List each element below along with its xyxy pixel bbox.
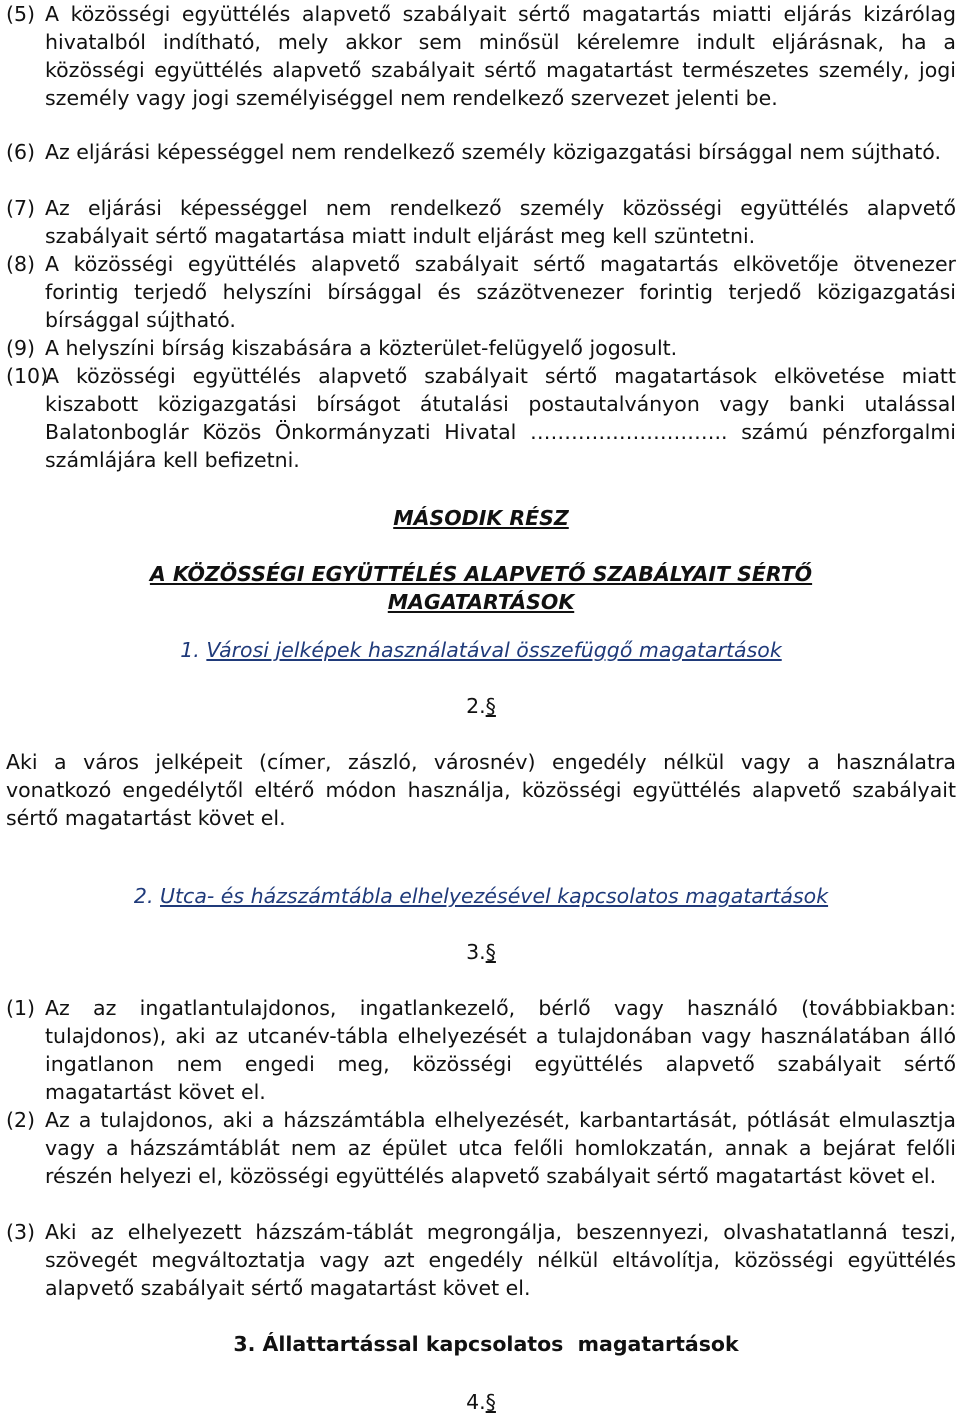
paragraph-5 — [6, 0, 956, 112]
paragraph-number: (6) — [6, 140, 36, 164]
paragraph-number: (9) — [6, 336, 36, 360]
paragraph-number: (8) — [6, 252, 36, 276]
part-heading: MÁSODIK RÉSZ — [393, 506, 569, 530]
paragraph-text: Az eljárási képességgel nem rendelkező személy közigazgatási bírsággal nem sújtható. — [45, 140, 942, 164]
part-title — [6, 560, 956, 616]
section-mark-4 — [6, 1388, 956, 1416]
paragraph-9 — [6, 334, 956, 362]
section-title: Utca- és házszámtábla elhelyezésével kapcsolatos magatartások — [160, 884, 829, 908]
paragraph-7 — [6, 194, 956, 250]
paragraph-text: A helyszíni bírság kiszabására a közterület-felügyelő jogosult. — [45, 336, 678, 360]
section-symbol: § — [485, 694, 496, 718]
part-title-line-1: A KÖZÖSSÉGI EGYÜTTÉLÉS ALAPVETŐ SZABÁLYAIT SÉRTŐ — [149, 562, 813, 586]
section-mark-2 — [6, 692, 956, 720]
section-symbol: § — [485, 940, 496, 964]
section-symbol: § — [485, 1390, 496, 1414]
paragraph-text: Az az ingatlantulajdonos, ingatlankezelő, bérlő vagy használó (továbbiakban: tulajdonos), aki az utcanév-tábla elhelyezését a tulajdonában vagy használatában álló ingatlanon nem engedi meg, közösségi együttélés alapvető szabályait sértő magatartást követ el. — [45, 996, 956, 1104]
section-number: 2. — [133, 884, 154, 908]
section-number: 1. — [180, 638, 200, 662]
paragraph-number: (1) — [6, 996, 36, 1020]
paragraph-text: A közösségi együttélés alapvető szabályait sértő magatartások elkövetése miatt kiszabott közigazgatási bírságot átutalási postautalványon vagy banki utalással Balatonboglár Közös Önkormányzati Hivatal ……………………….. számú pénzforgalmi számlájára kell befizetni. — [45, 364, 956, 472]
paragraph-text: Az a tulajdonos, aki a házszámtábla elhelyezését, karbantartását, pótlását elmulasztja vagy a házszámtáblát nem az épület utca felőli homlokzatán, annak a bejárat felőli részén helyezi el, közösségi együttélés alapvető szabályait sértő magatartást követ el. — [45, 1108, 956, 1188]
paragraph-6 — [6, 138, 956, 166]
section-1-heading — [6, 636, 956, 664]
section-1-text: Aki a város jelképeit (címer, zászló, városnév) engedély nélkül vagy a használatra vonatkozó engedélytől eltérő módon használja, közösségi együttélés alapvető szabályait sértő magatartást követ el. — [6, 750, 956, 830]
paragraph-10 — [6, 362, 956, 474]
section-mark-3 — [6, 938, 956, 966]
paragraph-number: (7) — [6, 196, 36, 220]
paragraph-text: A közösségi együttélés alapvető szabályait sértő magatartás miatti eljárás kizárólag hivatalból indítható, mely akkor sem minősül kérelemre indult eljárásnak, ha a közösségi együttélés alapvető szabályait sértő magatartást természetes személy, jogi személy vagy jogi személyiséggel nem rendelkező szervezet jelenti be. — [45, 2, 956, 110]
paragraph-8 — [6, 250, 956, 334]
paragraph-number: (10) — [6, 364, 49, 388]
section-3-heading: 3. Állattartással kapcsolatos magatartások — [233, 1332, 739, 1356]
section-2-paragraph-1 — [6, 994, 956, 1106]
paragraph-text: Az eljárási képességgel nem rendelkező személy közösségi együttélés alapvető szabályait sértő magatartása miatt indult eljárást meg kell szüntetni. — [45, 196, 956, 248]
paragraph-text: Aki az elhelyezett házszám-táblát megrongálja, beszennyezi, olvashatatlanná teszi, szövegét megváltoztatja vagy azt engedély nélkül eltávolítja, közösségi együttélés alapvető szabályait sértő magatartást követ el. — [45, 1220, 956, 1300]
mark-number: 2. — [466, 694, 486, 718]
section-2-heading — [6, 882, 956, 910]
paragraph-number: (5) — [6, 2, 36, 26]
paragraph-number: (3) — [6, 1220, 36, 1244]
mark-number: 4. — [466, 1390, 486, 1414]
section-2-paragraph-3 — [6, 1218, 956, 1302]
section-2-paragraph-2 — [6, 1106, 956, 1190]
part-title-line-2: MAGATARTÁSOK — [387, 590, 575, 614]
mark-number: 3. — [466, 940, 486, 964]
paragraph-number: (2) — [6, 1108, 36, 1132]
section-title: Városi jelképek használatával összefüggő magatartások — [206, 638, 782, 662]
paragraph-text: A közösségi együttélés alapvető szabályait sértő magatartás elkövetője ötvenezer forintig terjedő helyszíni bírsággal és százötvenezer forintig terjedő közigazgatási bírsággal sújtható. — [45, 252, 956, 332]
